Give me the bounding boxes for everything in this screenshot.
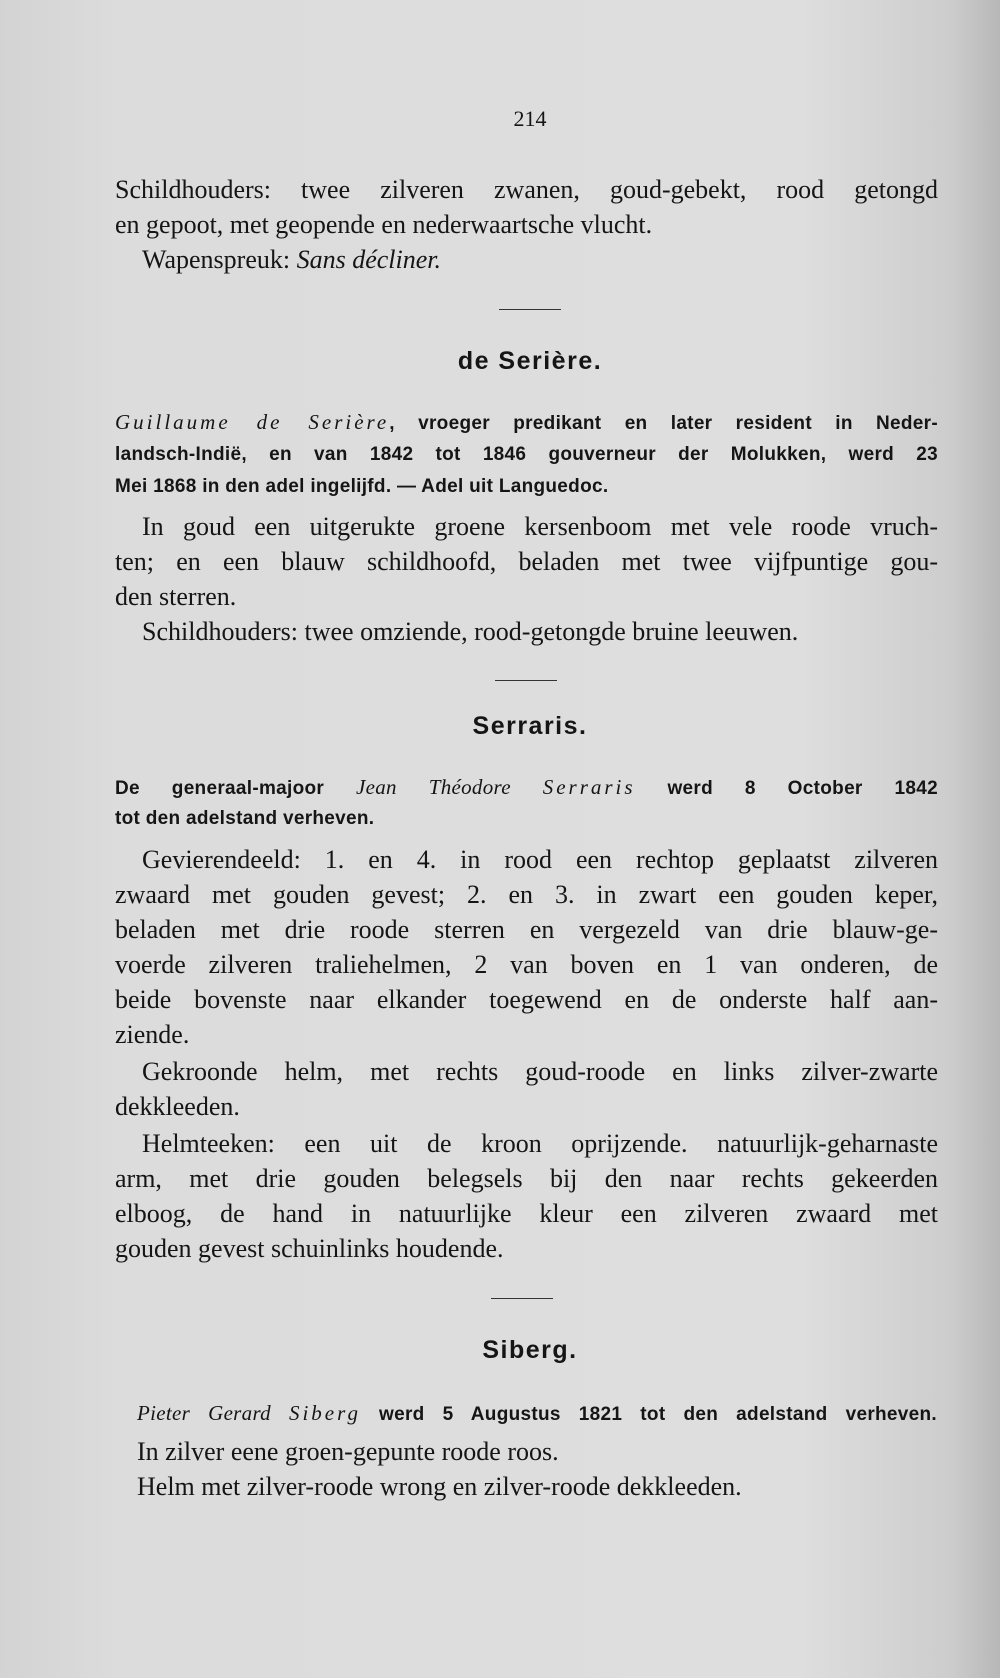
serraris-arms-line: beladen met drie roode sterren en vergezeld van drie blauw-ge- xyxy=(115,915,938,944)
siberg-arms: In zilver eene groen-gepunte roode roos. xyxy=(137,1437,559,1466)
serraris-name: Serraris xyxy=(542,775,636,799)
seriere-name: Guillaume de Serière xyxy=(115,410,390,434)
section-heading-serraris: Serraris. xyxy=(472,712,588,740)
serraris-first-names: Jean Théodore xyxy=(356,775,543,799)
motto-label: Wapenspreuk: xyxy=(142,245,297,274)
section-heading-siberg: Siberg. xyxy=(482,1336,578,1364)
seriere-supporters: Schildhouders: twee omziende, rood-getongde bruine leeuwen. xyxy=(142,617,799,646)
serraris-helm-line: dekkleeden. xyxy=(115,1092,240,1121)
serraris-arms-line: Gevierendeeld: 1. en 4. in rood een rechtop geplaatst zilveren xyxy=(142,845,938,874)
section-divider xyxy=(491,1298,553,1299)
seriere-intro-line-1: Guillaume de Serière, vroeger predikant en later resident in Neder- xyxy=(115,410,938,434)
serraris-crest-line: arm, met drie gouden belegsels bij den naar rechts gekeerden xyxy=(115,1164,938,1193)
siberg-name: Siberg xyxy=(288,1401,362,1425)
seriere-intro-line-2: landsch-Indië, en van 1842 tot 1846 gouverneur der Molukken, werd 23 xyxy=(115,444,938,465)
serraris-arms-line: voerde zilveren traliehelmen, 2 van boven en 1 van onderen, de xyxy=(115,950,938,979)
siberg-helm: Helm met zilver-roode wrong en zilver-roode dekkleeden. xyxy=(137,1472,742,1501)
seriere-arms-line-2: ten; en een blauw schildhoofd, beladen met twee vijfpuntige gou- xyxy=(115,547,938,576)
seriere-intro-line-3: Mei 1868 in den adel ingelijfd. — Adel uit Languedoc. xyxy=(115,476,609,497)
supporters-line-2: en gepoot, met geopende en nederwaartsche vlucht. xyxy=(115,210,653,239)
siberg-first-names: Pieter Gerard xyxy=(137,1401,289,1425)
motto-text: Sans décliner. xyxy=(296,245,441,274)
supporters-line-1: Schildhouders: twee zilveren zwanen, goud-gebekt, rood getongd xyxy=(115,175,938,204)
siberg-intro: Pieter Gerard Siberg werd 5 Augustus 1821 tot den adelstand verheven. xyxy=(137,1401,938,1425)
serraris-crest-line: Helmteeken: een uit de kroon oprijzende. natuurlijk-geharnaste xyxy=(142,1129,938,1158)
serraris-intro-line-1: De generaal-majoor Jean Théodore Serraris werd 8 October 1842 xyxy=(115,775,938,799)
page-number: 214 xyxy=(513,106,547,131)
seriere-arms-line-1: In goud een uitgerukte groene kersenboom met vele roode vruch- xyxy=(142,512,938,541)
serraris-helm-line: Gekroonde helm, met rechts goud-roode en links zilver-zwarte xyxy=(142,1057,938,1086)
section-divider xyxy=(495,680,557,681)
seriere-arms-line-3: den sterren. xyxy=(115,582,237,611)
section-divider xyxy=(499,309,561,310)
serraris-intro-line-2: tot den adelstand verheven. xyxy=(115,808,375,829)
motto-line xyxy=(142,243,965,277)
serraris-arms-line: zwaard met gouden gevest; 2. en 3. in zwart een gouden keper, xyxy=(115,880,938,909)
serraris-crest-line: elboog, de hand in natuurlijke kleur een zilveren zwaard met xyxy=(115,1199,938,1228)
serraris-crest-line: gouden gevest schuinlinks houdende. xyxy=(115,1234,504,1263)
serraris-arms-line: beide bovenste naar elkander toegewend en de onderste half aan- xyxy=(115,985,938,1014)
section-heading-seriere: de Serière. xyxy=(457,347,603,375)
serraris-arms-line: ziende. xyxy=(115,1020,190,1049)
